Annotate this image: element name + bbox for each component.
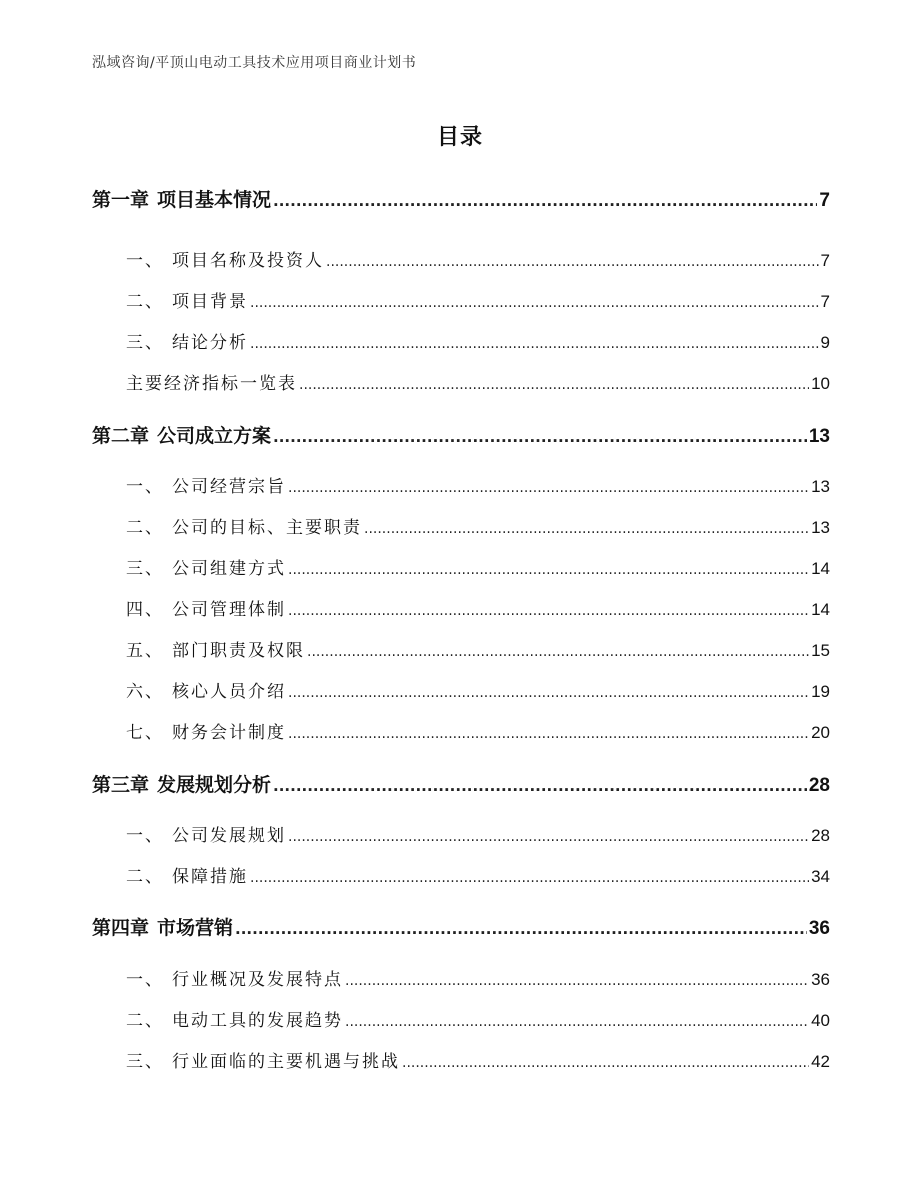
toc-entry-label xyxy=(126,862,248,887)
toc-dot-leader xyxy=(345,1014,809,1030)
toc-section-entry[interactable] xyxy=(92,554,830,579)
toc-page-number: 28 xyxy=(811,826,830,845)
toc-entry-text: 财务会计制度 xyxy=(172,723,286,743)
toc-dot-leader xyxy=(288,726,809,742)
toc-entry-text: 结论分析 xyxy=(172,333,248,353)
toc-entry-label xyxy=(126,328,248,353)
toc-entry-label xyxy=(92,770,271,797)
toc-dot-leader xyxy=(288,685,809,701)
toc-entry-text: 公司经营宗旨 xyxy=(172,477,286,497)
toc-entry-number: 二、 xyxy=(126,292,164,312)
toc-section-entry[interactable] xyxy=(92,595,830,620)
toc-dot-leader xyxy=(288,603,809,619)
toc-entry-text: 保障措施 xyxy=(172,867,248,887)
toc-entry-label xyxy=(126,1006,343,1031)
toc-entry-number: 四、 xyxy=(126,600,164,620)
toc-entry-label xyxy=(92,421,271,448)
toc-entry-text: 公司成立方案 xyxy=(157,425,272,447)
toc-entry-label xyxy=(126,718,286,743)
toc-page-number: 14 xyxy=(811,600,830,619)
toc-section-entry[interactable] xyxy=(92,287,830,312)
toc-section-entry[interactable] xyxy=(92,1006,830,1031)
toc-entry-number: 一、 xyxy=(126,970,164,990)
toc-entry-text: 主要经济指标一览表 xyxy=(126,374,297,394)
toc-entry-text: 公司发展规划 xyxy=(172,826,286,846)
toc-entry-number: 六、 xyxy=(126,682,164,702)
toc-entry-label xyxy=(92,913,233,940)
toc-entry-number: 第三章 xyxy=(92,774,150,796)
toc-entry-label xyxy=(126,965,343,990)
toc-entry-number: 一、 xyxy=(126,826,164,846)
toc-page-number: 34 xyxy=(811,867,830,886)
toc-entry-number: 二、 xyxy=(126,867,164,887)
toc-entry-number: 五、 xyxy=(126,641,164,661)
toc-page-number: 7 xyxy=(819,190,830,211)
toc-entry-label xyxy=(126,636,305,661)
toc-dot-leader xyxy=(273,777,807,795)
toc-entry-label xyxy=(126,472,286,497)
toc-page-number: 13 xyxy=(811,477,830,496)
toc-entry-text: 行业面临的主要机遇与挑战 xyxy=(172,1052,400,1072)
toc-dot-leader xyxy=(364,521,809,537)
toc-entry-label xyxy=(126,287,248,312)
toc-dot-leader xyxy=(326,254,819,270)
toc-dot-leader xyxy=(273,428,807,446)
toc-page-number: 13 xyxy=(808,426,830,447)
toc-entry-text: 项目背景 xyxy=(172,292,248,312)
toc-entry-label xyxy=(92,185,271,212)
toc-entry-number: 一、 xyxy=(126,251,164,271)
toc-section-entry[interactable] xyxy=(92,328,830,353)
toc-dot-leader xyxy=(402,1055,809,1071)
toc-dot-leader xyxy=(250,870,809,886)
toc-entry-text: 公司管理体制 xyxy=(172,600,286,620)
toc-entry-label xyxy=(126,369,297,394)
toc-entry-label xyxy=(126,513,362,538)
toc-page-number: 7 xyxy=(820,251,830,270)
toc-dot-leader xyxy=(288,562,809,578)
toc-entry-text: 核心人员介绍 xyxy=(172,682,286,702)
toc-dot-leader xyxy=(273,192,817,210)
toc-entry-number: 二、 xyxy=(126,1011,164,1031)
toc-page-number: 9 xyxy=(820,333,830,352)
toc-dot-leader xyxy=(235,920,807,938)
toc-entry-text: 行业概况及发展特点 xyxy=(172,970,343,990)
toc-dot-leader xyxy=(345,973,809,989)
toc-page-number: 40 xyxy=(811,1011,830,1030)
toc-entry-number: 第四章 xyxy=(92,917,150,939)
toc-section-entry[interactable] xyxy=(92,677,830,702)
toc-entry-text: 发展规划分析 xyxy=(157,774,272,796)
toc-entry-label xyxy=(126,246,324,271)
toc-entry-number: 三、 xyxy=(126,559,164,579)
toc-entry-label xyxy=(126,677,286,702)
toc-dot-leader xyxy=(288,480,809,496)
toc-page-number: 13 xyxy=(811,518,830,537)
toc-page-number: 20 xyxy=(811,723,830,742)
toc-section-entry[interactable] xyxy=(92,636,830,661)
toc-entry-text: 公司的目标、主要职责 xyxy=(172,518,362,538)
toc-chapter-entry[interactable] xyxy=(92,185,830,212)
toc-page-number: 7 xyxy=(820,292,830,311)
toc-section-entry[interactable] xyxy=(92,513,830,538)
toc-section-entry[interactable] xyxy=(92,246,830,271)
toc-page-number: 19 xyxy=(811,682,830,701)
toc-dot-leader xyxy=(288,829,809,845)
toc-entry-label xyxy=(126,821,286,846)
toc-dot-leader xyxy=(250,336,819,352)
toc-entry-number: 第二章 xyxy=(92,425,150,447)
toc-section-entry[interactable] xyxy=(92,862,830,887)
toc-dot-leader xyxy=(307,644,809,660)
header-divider xyxy=(92,78,828,79)
toc-section-entry[interactable] xyxy=(92,1047,830,1072)
toc-entry-number: 一、 xyxy=(126,477,164,497)
toc-dot-leader xyxy=(250,295,819,311)
toc-entry-text: 公司组建方式 xyxy=(172,559,286,579)
toc-page-number: 42 xyxy=(811,1052,830,1071)
toc-entry-number: 七、 xyxy=(126,723,164,743)
toc-entry-number: 三、 xyxy=(126,1052,164,1072)
toc-page-number: 36 xyxy=(808,918,830,939)
toc-section-entry[interactable] xyxy=(92,965,830,990)
toc-page-number: 36 xyxy=(811,970,830,989)
toc-section-entry[interactable] xyxy=(92,821,830,846)
toc-entry-text: 电动工具的发展趋势 xyxy=(172,1011,343,1031)
toc-chapter-entry[interactable] xyxy=(92,913,830,940)
toc-entry-text: 市场营销 xyxy=(157,917,234,939)
toc-section-entry[interactable] xyxy=(92,718,830,743)
document-header: 泓域咨询/平顶山电动工具技术应用项目商业计划书 xyxy=(92,55,417,71)
toc-entry-text: 项目基本情况 xyxy=(157,189,272,211)
toc-entry-number: 二、 xyxy=(126,518,164,538)
toc-page-number: 10 xyxy=(811,374,830,393)
toc-section-entry[interactable] xyxy=(92,472,830,497)
toc-dot-leader xyxy=(299,377,809,393)
toc-entry-number: 第一章 xyxy=(92,189,150,211)
toc-entry-label xyxy=(126,554,286,579)
toc-page-number: 28 xyxy=(808,775,830,796)
toc-entry-text: 部门职责及权限 xyxy=(172,641,305,661)
toc-entry-number: 三、 xyxy=(126,333,164,353)
toc-entry-text: 项目名称及投资人 xyxy=(172,251,324,271)
toc-entry-label xyxy=(126,595,286,620)
toc-page-number: 15 xyxy=(811,641,830,660)
toc-section-entry[interactable] xyxy=(92,369,830,394)
toc-chapter-entry[interactable] xyxy=(92,770,830,797)
toc-title: 目录 xyxy=(436,125,483,150)
toc-page-number: 14 xyxy=(811,559,830,578)
toc-chapter-entry[interactable] xyxy=(92,421,830,448)
toc-entry-label xyxy=(126,1047,400,1072)
